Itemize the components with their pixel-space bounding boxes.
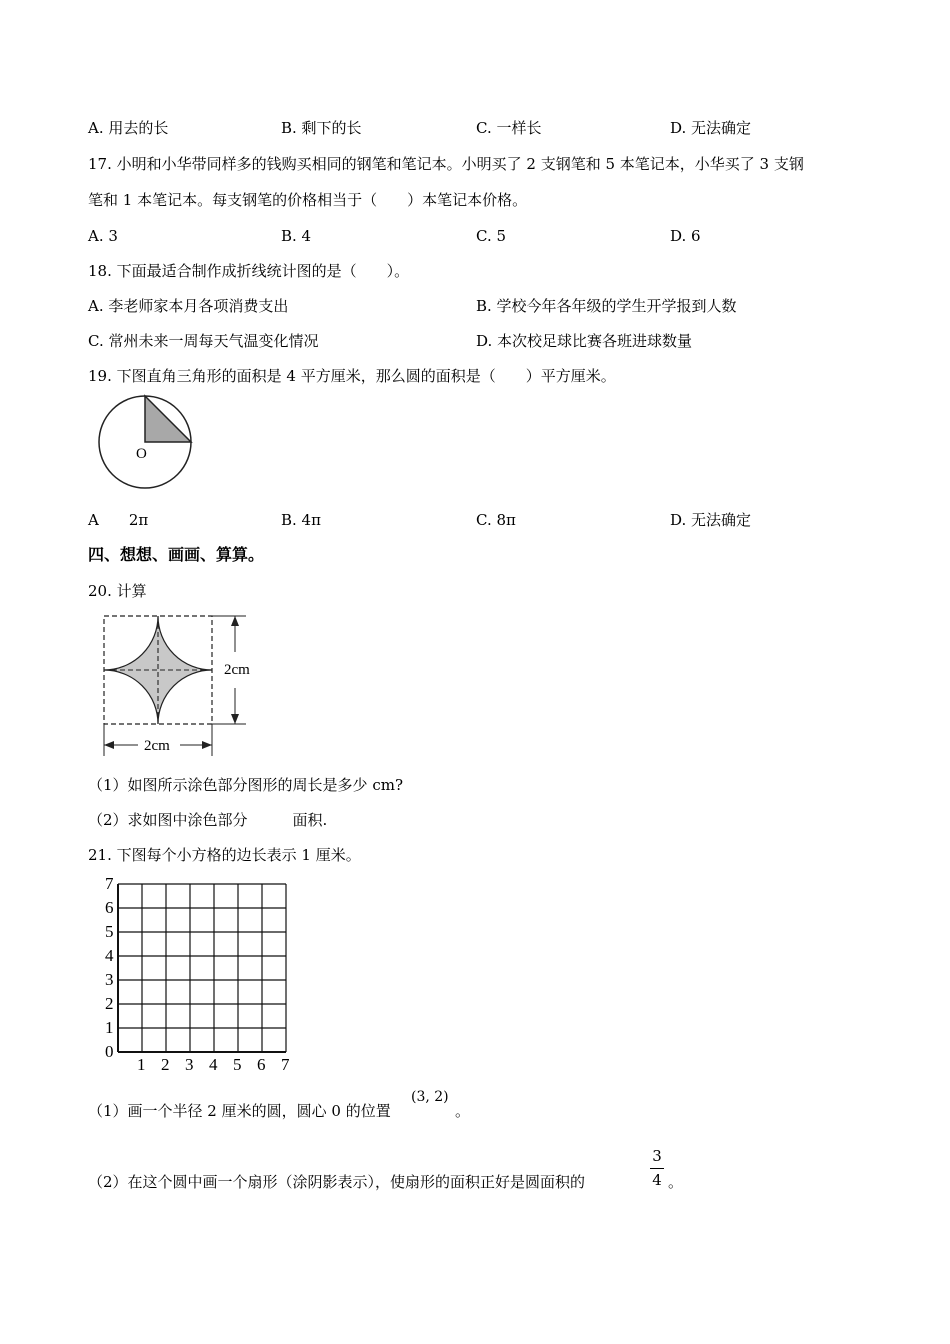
y-tick-label: 0: [105, 1042, 114, 1061]
x-tick-label: 4: [209, 1055, 218, 1074]
x-tick-label: 1: [137, 1055, 146, 1074]
option-d: D. 本次校足球比赛各班进球数量: [476, 332, 693, 350]
question-21-stem: 21. 下图每个小方格的边长表示 1 厘米。: [88, 846, 361, 864]
option-c: C. 5: [476, 227, 507, 245]
sub2-end: 。: [668, 1173, 684, 1191]
arrow-right-icon: [202, 741, 212, 749]
x-tick-label: 5: [233, 1055, 242, 1074]
option-a: A. 李老师家本月各项消费支出: [88, 297, 289, 315]
x-tick-label: 6: [257, 1055, 266, 1074]
fraction-numerator: 3: [652, 1147, 662, 1165]
arrow-left-icon: [104, 741, 114, 749]
x-tick-label: 3: [185, 1055, 194, 1074]
option-d: D. 无法确定: [670, 511, 752, 529]
y-tick-label: 2: [105, 994, 114, 1013]
option-c: C. 8π: [476, 511, 516, 529]
option-d: D. 6: [670, 227, 701, 245]
option-a: A. 3: [88, 227, 118, 245]
question-21-sub1: [88, 1101, 391, 1121]
center-coordinate: (3, 2): [411, 1089, 449, 1105]
coordinate-grid: [96, 878, 306, 1078]
y-tick-label: 1: [105, 1018, 114, 1037]
question-17-stem-line1: 17. 小明和小华带同样多的钱购买相同的钢笔和笔记本。小明买了 2 支钢笔和 5 本笔记本，小华买了 3 支钢: [88, 155, 804, 173]
sub1-end: 。: [455, 1102, 471, 1120]
option-a: A. 用去的长: [88, 119, 169, 137]
y-tick-label: 3: [105, 970, 114, 989]
question-19-stem: 19. 下图直角三角形的面积是 4 平方厘米，那么圆的面积是（ ）平方厘米。: [88, 367, 616, 385]
option-a: A 2π: [88, 511, 149, 529]
circle-triangle-figure: [92, 392, 202, 500]
vertical-dimension-label: 2cm: [224, 662, 250, 678]
option-d: D. 无法确定: [670, 119, 752, 137]
question-17-stem-line2: 笔和 1 本笔记本。每支钢笔的价格相当于（ ）本笔记本价格。: [88, 191, 528, 209]
y-tick-label: 6: [105, 898, 114, 917]
horizontal-dimension-label: 2cm: [144, 738, 170, 754]
sub1-text: （1）画一个半径 2 厘米的圆，圆心 0 的位置: [88, 1102, 391, 1120]
y-tick-label: 4: [105, 946, 114, 965]
question-21-sub2: （2）在这个圆中画一个扇形（涂阴影表示），使扇形的面积正好是圆面积的: [88, 1173, 586, 1191]
option-b: B. 学校今年各年级的学生开学报到人数: [476, 297, 737, 315]
x-tick-label: 2: [161, 1055, 170, 1074]
option-c: C. 常州未来一周每天气温变化情况: [88, 332, 319, 350]
arrow-up-icon: [231, 616, 239, 626]
center-label: O: [136, 446, 147, 462]
option-b: B. 剩下的长: [281, 119, 362, 137]
question-20-sub1: （1）如图所示涂色部分图形的周长是多少 cm?: [88, 776, 403, 794]
option-b: B. 4π: [281, 511, 321, 529]
y-tick-label: 5: [105, 922, 114, 941]
section-heading: 四、想想、画画、算算。: [88, 545, 265, 564]
fraction-bar: [650, 1168, 664, 1169]
fraction-denominator: 4: [652, 1171, 662, 1189]
star-shape-figure: [96, 608, 266, 760]
question-20-stem: 20. 计算: [88, 582, 147, 600]
option-c: C. 一样长: [476, 119, 542, 137]
arrow-down-icon: [231, 714, 239, 724]
question-18-stem: 18. 下面最适合制作成折线统计图的是（ ）。: [88, 262, 410, 280]
question-20-sub2: （2）求如图中涂色部分 面积.: [88, 811, 328, 829]
y-tick-label: 7: [105, 878, 114, 893]
x-tick-label: 7: [281, 1055, 290, 1074]
option-b: B. 4: [281, 227, 312, 245]
